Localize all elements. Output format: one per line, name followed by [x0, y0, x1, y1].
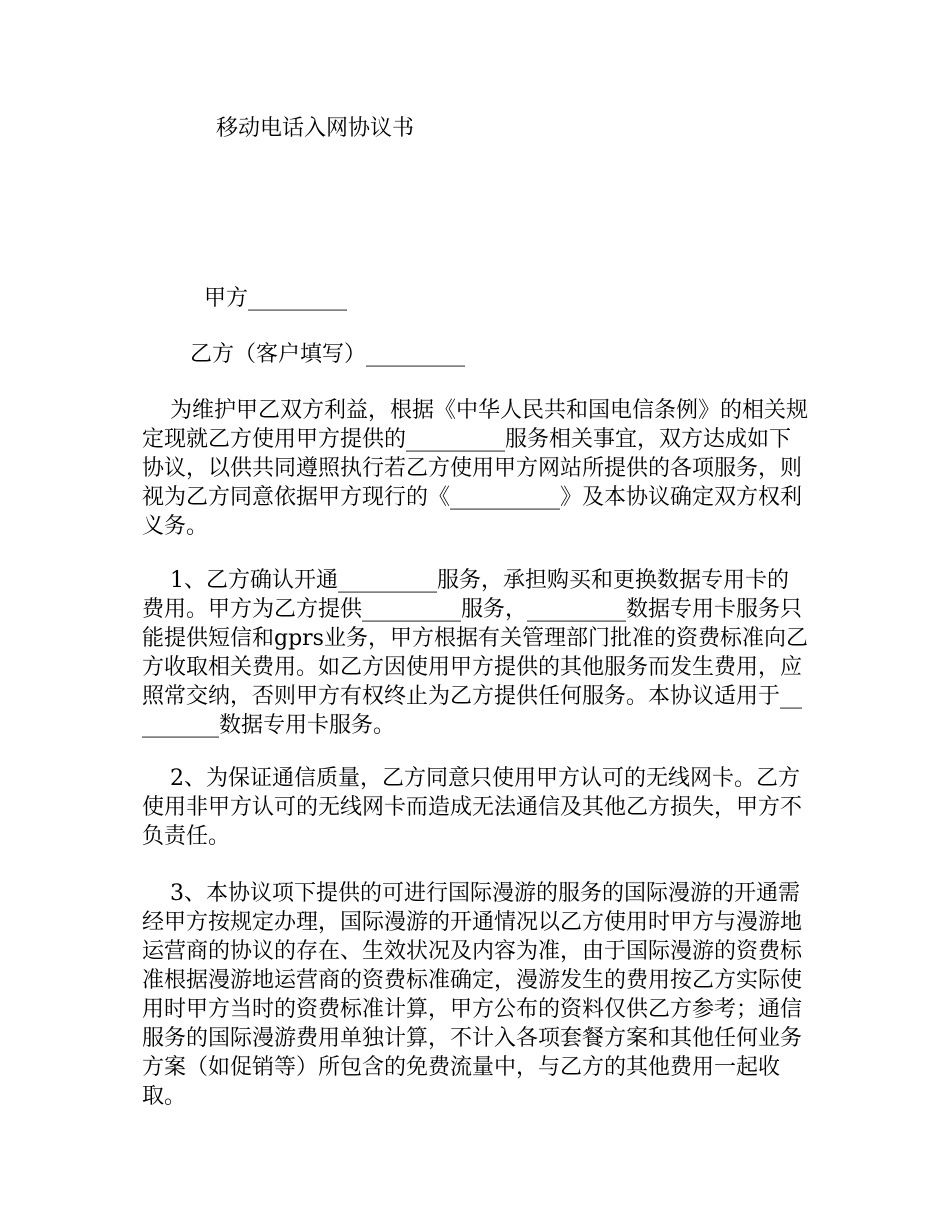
party-b-line: 乙方（客户填写）_________ [190, 342, 466, 367]
party-a-line: 甲方_________ [204, 286, 348, 311]
clause-2-paragraph: 2、为保证通信质量，乙方同意只使用甲方认可的无线网卡。乙方使用非甲方认可的无线网卡而造成无法通信及其他乙方损失，甲方不负责任。 [142, 766, 803, 849]
clause-3-paragraph: 3、本协议项下提供的可进行国际漫游的服务的国际漫游的开通需经甲方按规定办理，国际漫游的开通情况以乙方使用时甲方与漫游地运营商的协议的存在、生效状况及内容为准，由于国际漫游的资费标准根据漫游地运营商的资费标准确定，漫游发生的费用按乙方实际使用时甲方当时的资费标准计算，甲方公布的资料仅供乙方参考；通信服务的国际漫游费用单独计算，不计入各项套餐方案和其他任何业务方案（如促销等）所包含的免费流量中，与乙方的其他费用一起收取。 [142, 881, 803, 1109]
clause-1-paragraph: 1、乙方确认开通_________服务，承担购买和更换数据专用卡的费用。甲方为乙方提供_________服务，_________数据专用卡服务只能提供短信和gprs业务，甲方根据有关管理部门批准的资费标准向乙方收取相关费用。如乙方因使用甲方提供的其他服务而发生费用，应照常交纳，否则甲方有权终止为乙方提供任何服务。本协议适用于_________数据专用卡服务。 [142, 568, 808, 738]
document-title: 移动电话入网协议书 [216, 116, 415, 141]
intro-paragraph: 为维护甲乙双方利益，根据《中华人民共和国电信条例》的相关规定现就乙方使用甲方提供的_________服务相关事宜，双方达成如下协议，以供共同遵照执行若乙方使用甲方网站所提供的各项服务，则视为乙方同意依据甲方现行的《__________》及本协议确定双方权利义务。 [142, 398, 808, 539]
